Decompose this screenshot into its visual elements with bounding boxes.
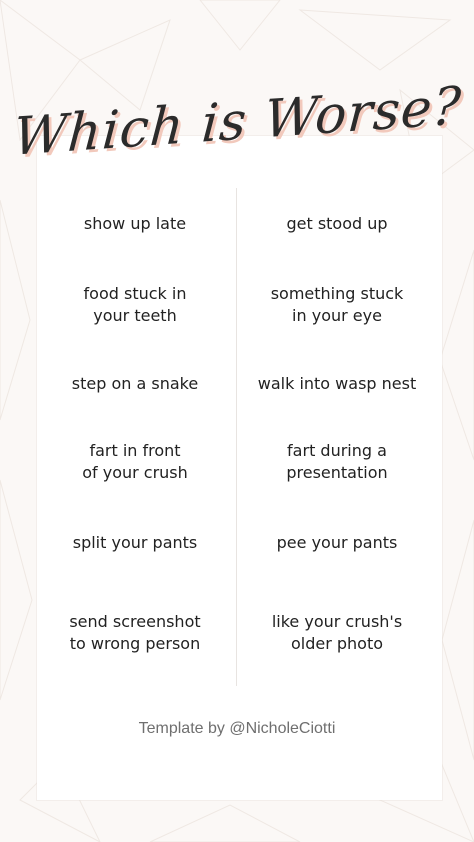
left-option-6: send screenshot to wrong person [69, 612, 201, 653]
right-option-1: get stood up [286, 214, 388, 233]
right-option-6: like your crush's older photo [271, 612, 403, 653]
title-area [0, 76, 474, 176]
left-option-1: show up late [83, 214, 187, 233]
left-option-3: step on a snake [71, 374, 199, 393]
right-option-4: fart during a presentation [286, 441, 388, 482]
page-title: Which is Worse? [10, 76, 464, 168]
left-option-5: split your pants [72, 533, 198, 552]
right-option-3: walk into wasp nest [257, 374, 417, 393]
right-option-2: something stuck in your eye [270, 284, 404, 325]
column-divider [236, 188, 237, 686]
left-option-4: fart in front of your crush [82, 441, 188, 482]
template-credit: Template by @NicholeCiotti [138, 720, 336, 737]
right-option-5: pee your pants [276, 533, 398, 552]
left-option-2: food stuck in your teeth [83, 284, 187, 325]
